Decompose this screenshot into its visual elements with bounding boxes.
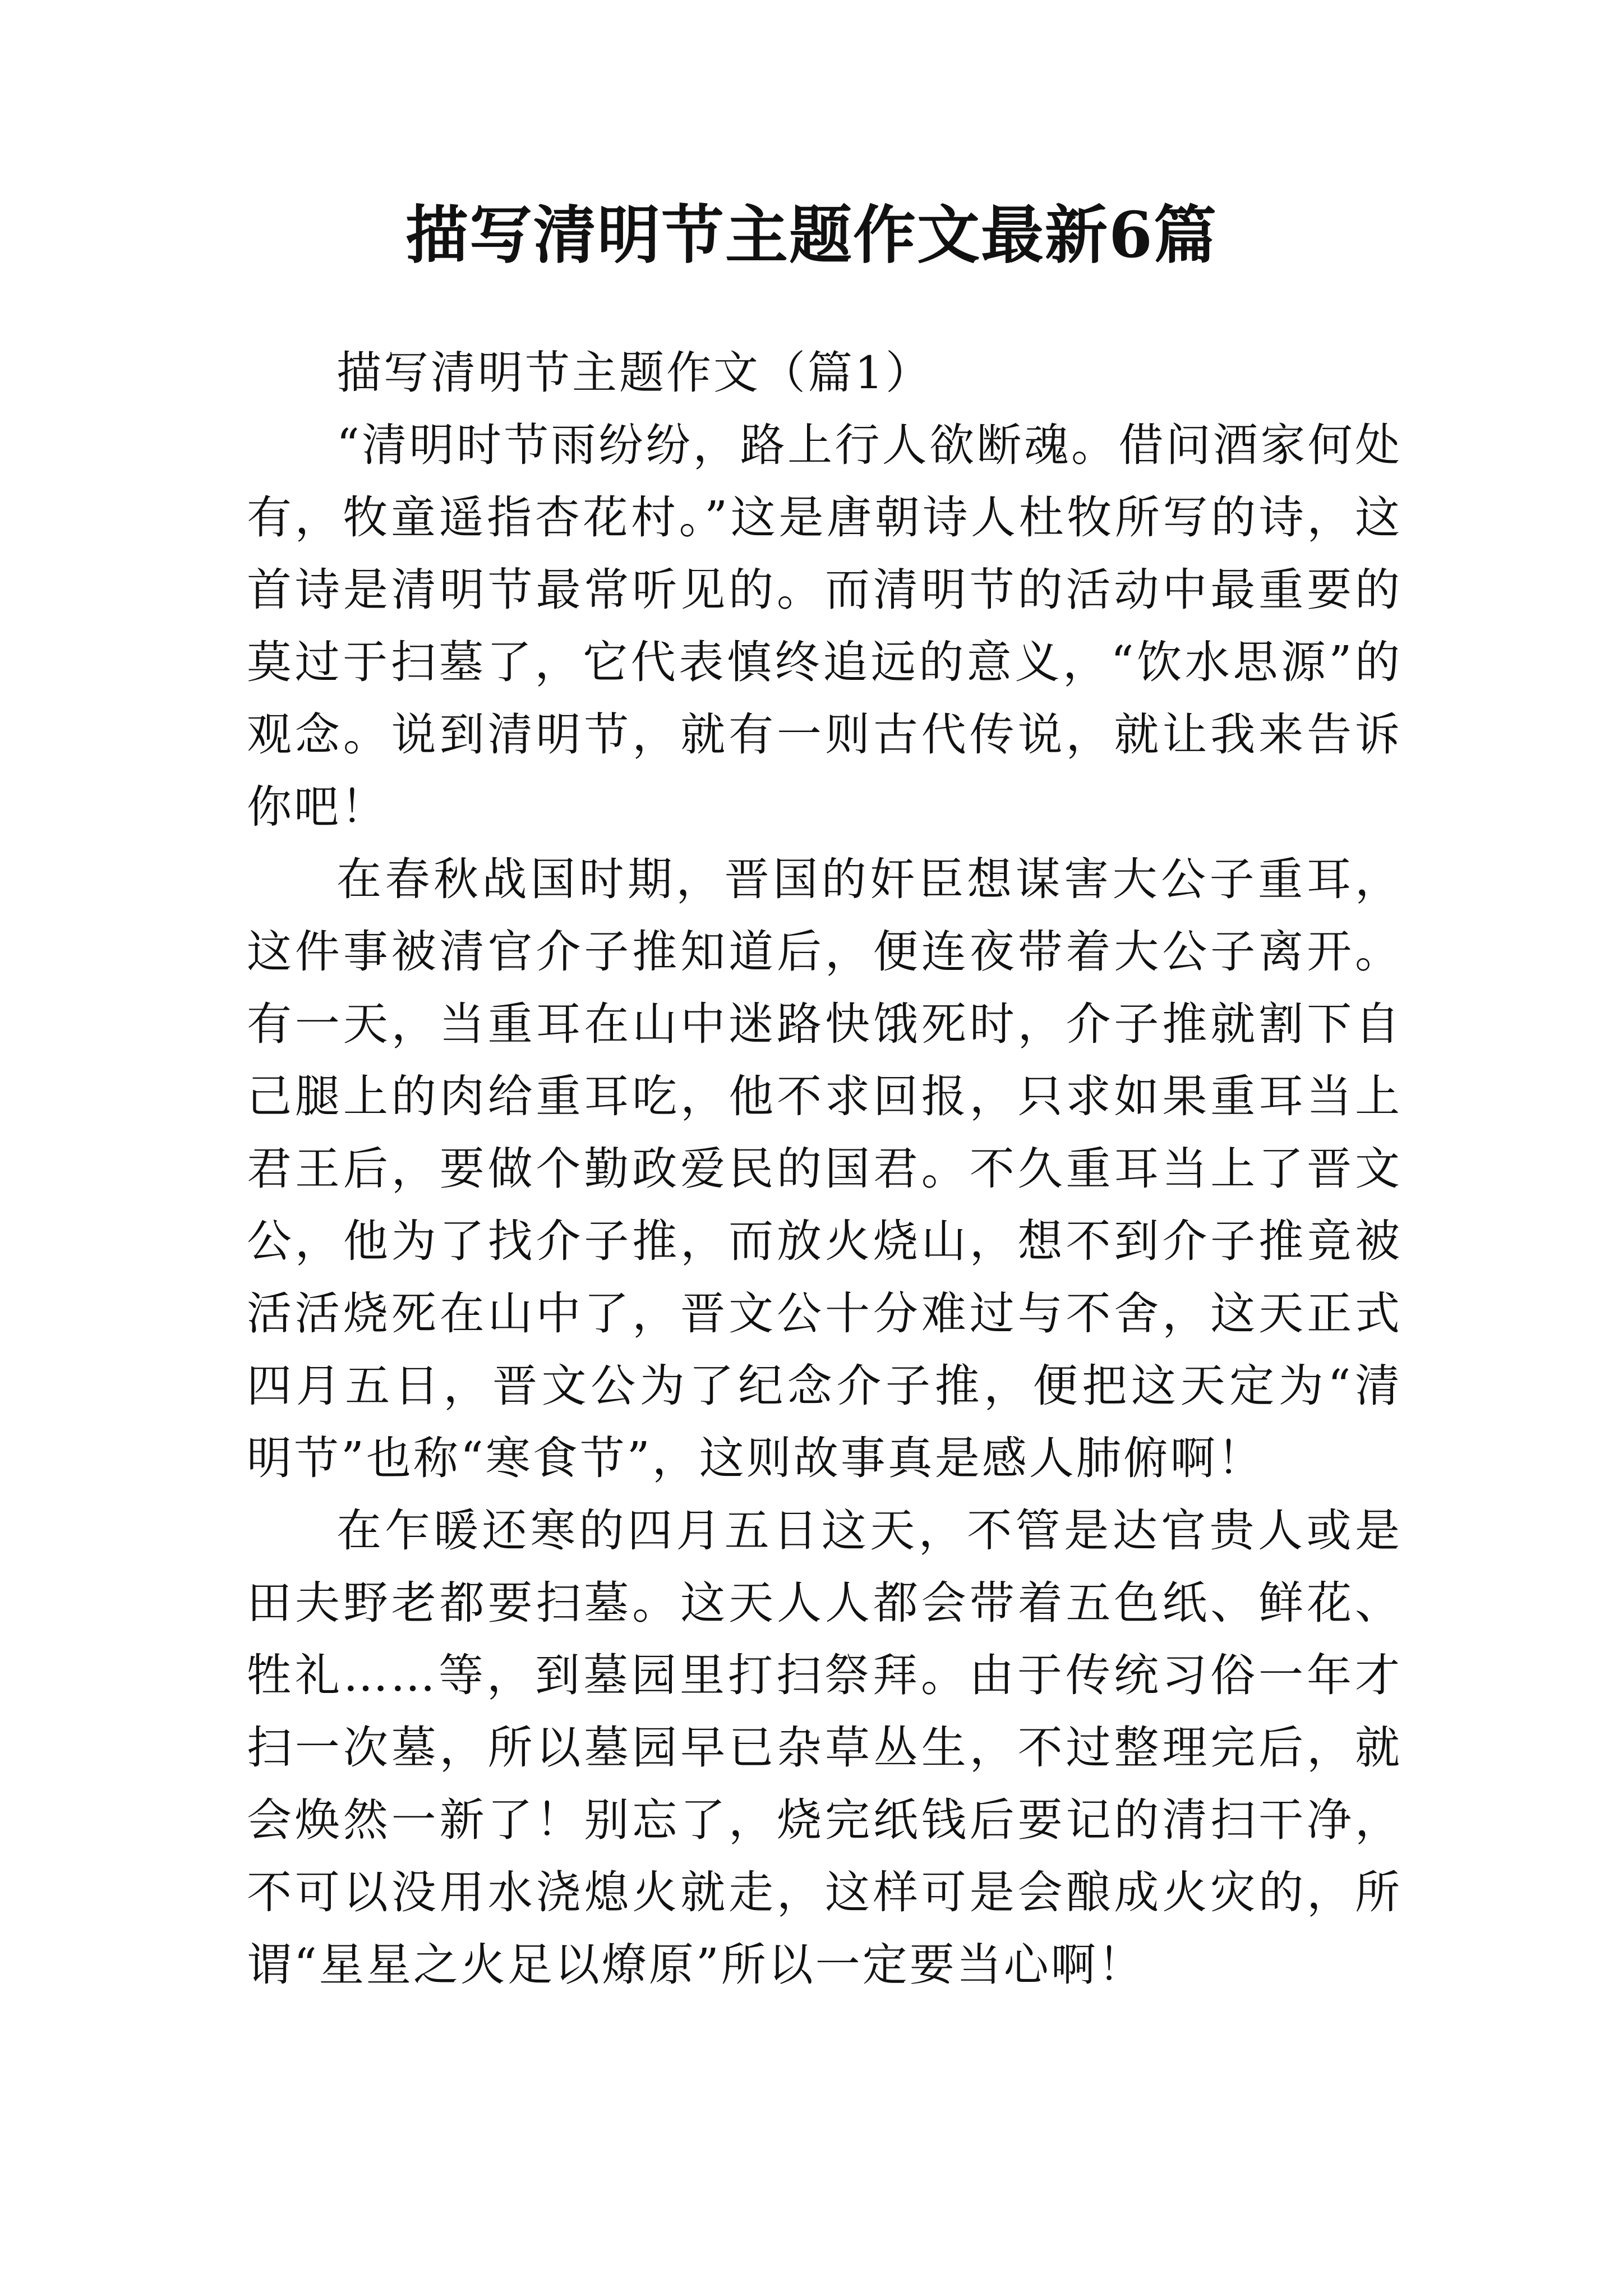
paragraph: 在春秋战国时期，晋国的奸臣想谋害大公子重耳，这件事被清官介子推知道后，便连夜带着大公子离开。有一天，当重耳在山中迷路快饿死时，介子推就割下自己腿上的肉给重耳吃，他不求回报，只求如果重耳当上君王后，要做个勤政爱民的国君。不久重耳当上了晋文公，他为了找介子推，而放火烧山，想不到介子推竟被活活烧死在山中了，晋文公十分难过与不舍，这天正式四月五日，晋文公为了纪念介子推，便把这天定为“清明节”也称“寒食节”，这则故事真是感人肺俯啊！ [247,853,1402,1484]
document-body [247,337,1402,2001]
paragraph: 在乍暖还寒的四月五日这天，不管是达官贵人或是田夫野老都要扫墓。这天人人都会带着五色纸、鲜花、牲礼……等，到墓园里打扫祭拜。由于传统习俗一年才扫一次墓，所以墓园早已杂草丛生，不过整理完后，就会焕然一新了！别忘了，烧完纸钱后要记的清扫干净，不可以没用水浇熄火就走，这样可是会酿成火灾的，所谓“星星之火足以燎原”所以一定要当心啊！ [247,1504,1402,1991]
paragraph: “清明时节雨纷纷，路上行人欲断魂。借问酒家何处有，牧童遥指杏花村。”这是唐朝诗人杜牧所写的诗，这首诗是清明节最常听见的。而清明节的活动中最重要的莫过于扫墓了，它代表慎终追远的意义，“饮水思源”的观念。说到清明节，就有一则古代传说，就让我来告诉你吧！ [247,419,1402,833]
section-heading: 描写清明节主题作文（篇1） [336,347,933,399]
document-title: 描写清明节主题作文最新6篇 [405,199,1218,272]
